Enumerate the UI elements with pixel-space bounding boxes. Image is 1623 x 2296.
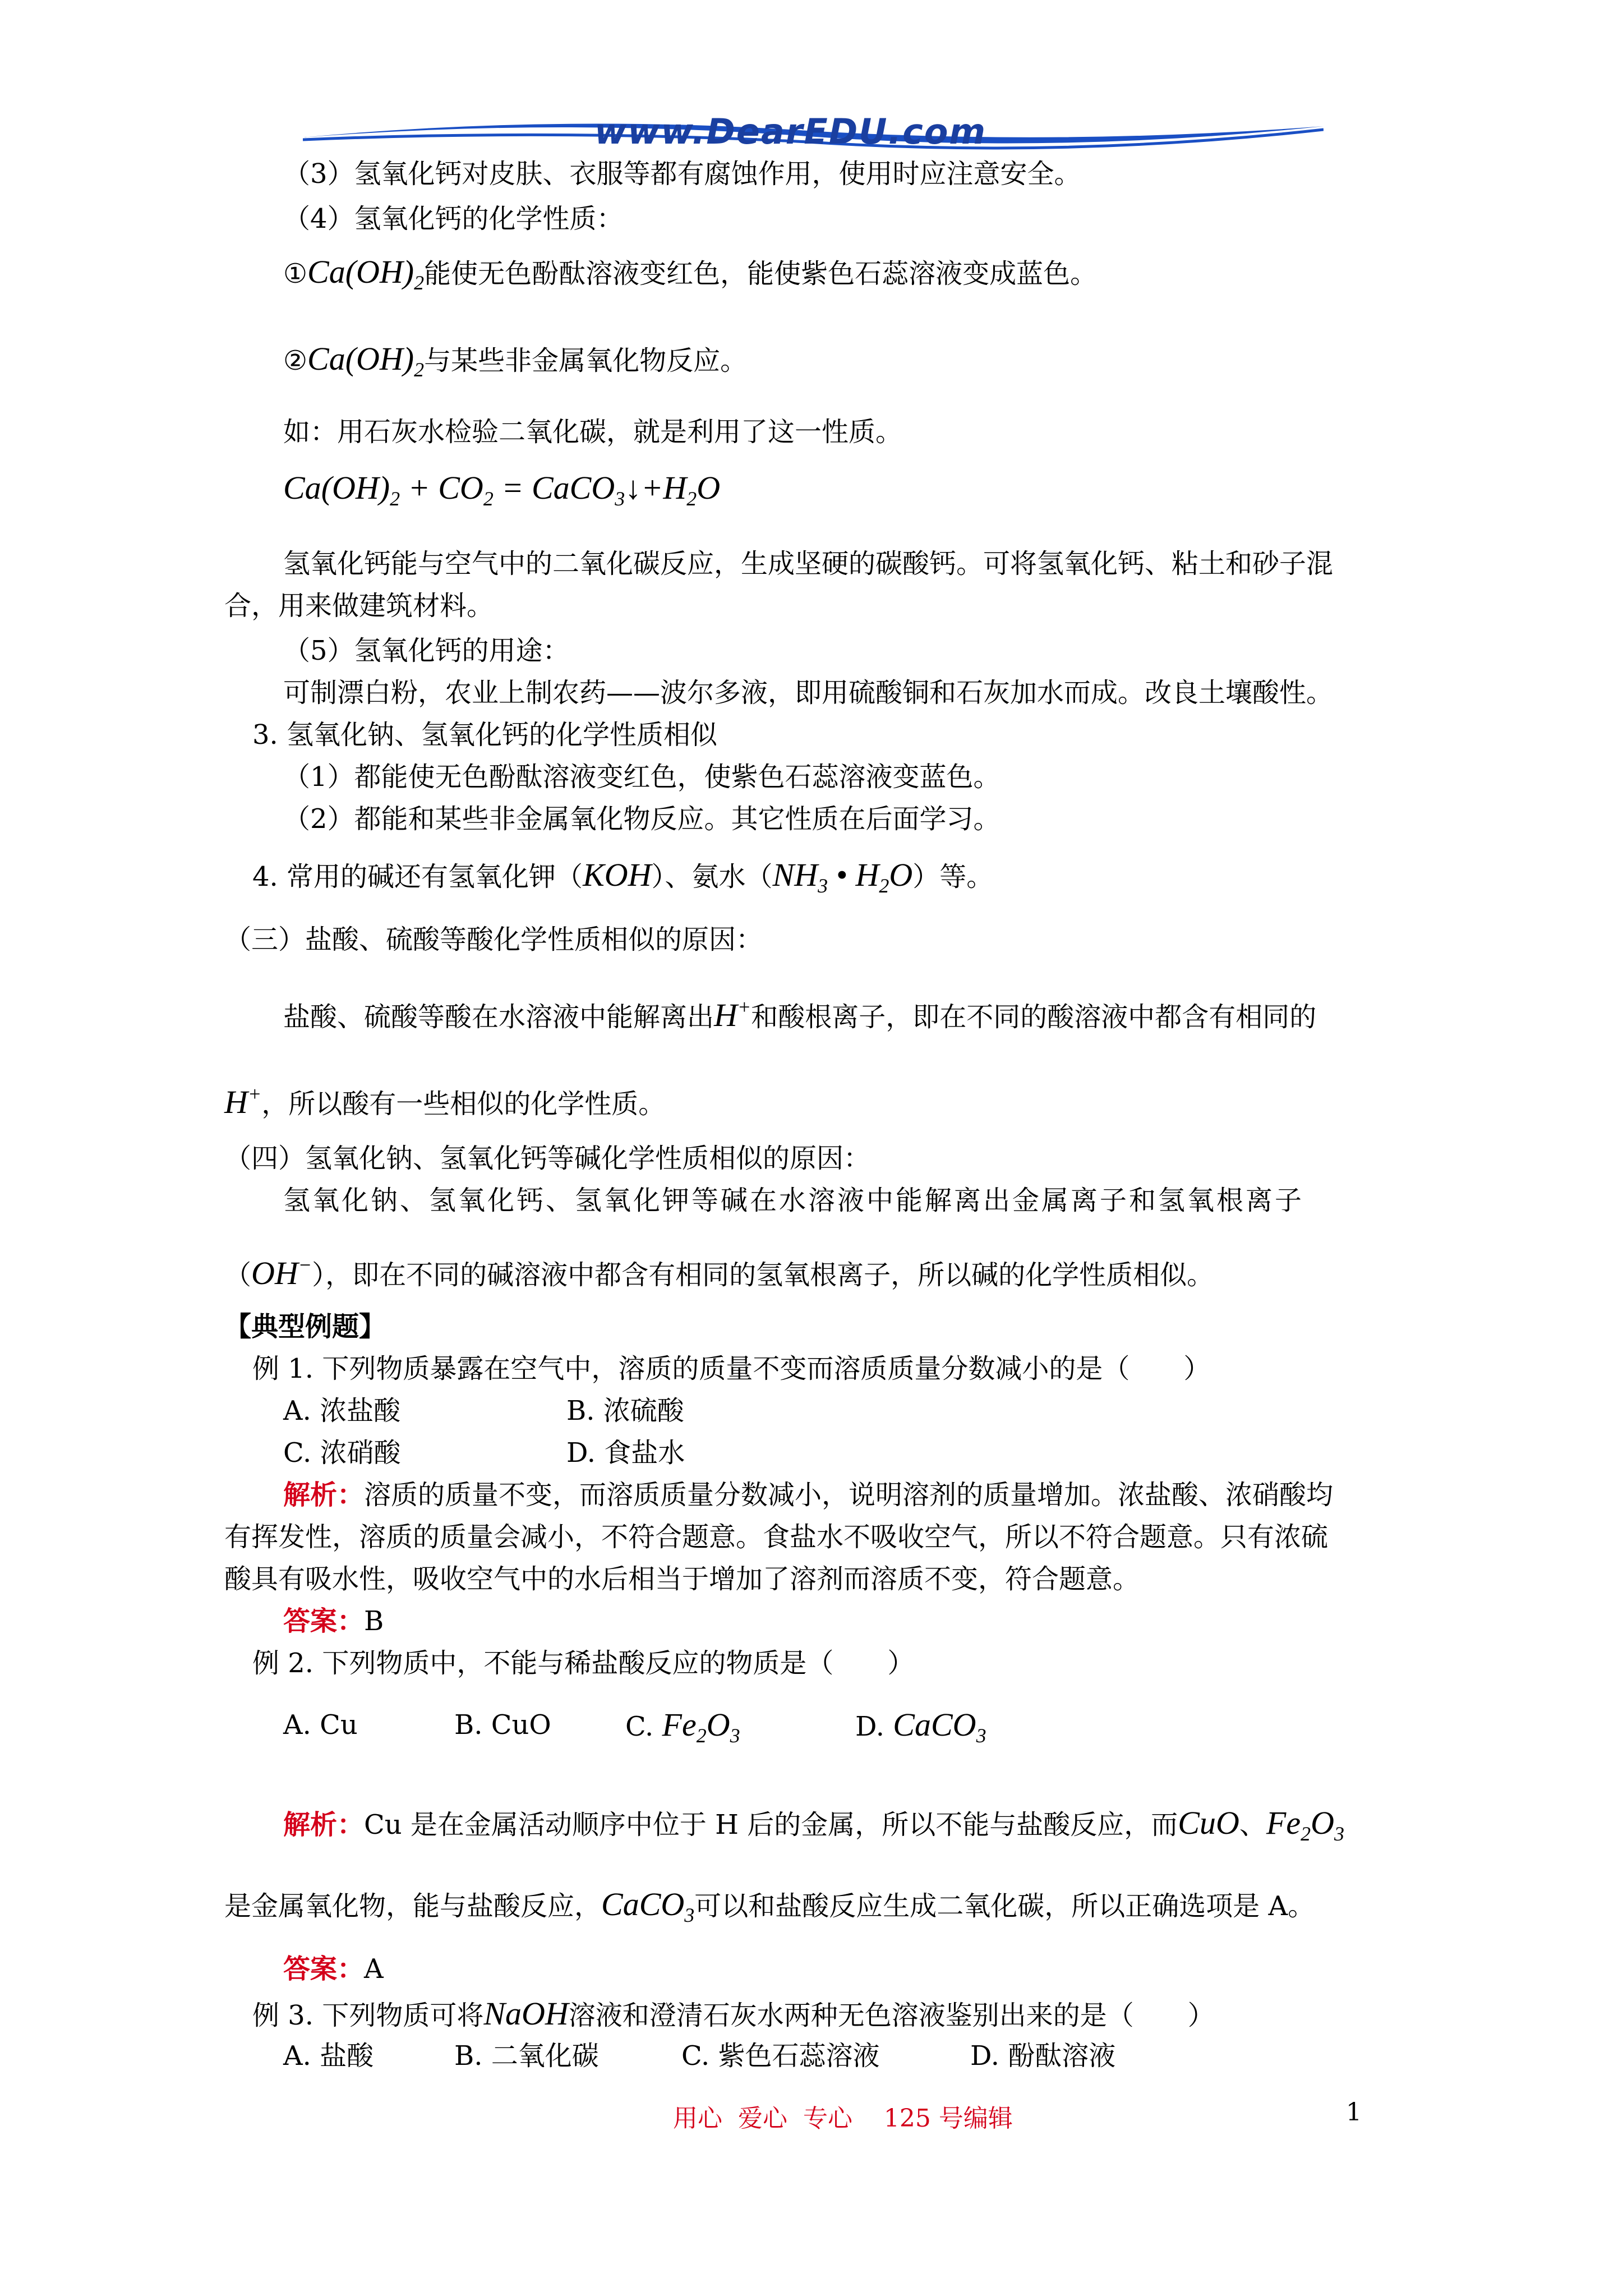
footer-text: 用心 爱心 专心 125 号编辑 [673,2104,1013,2133]
analysis-line: 解析：溶质的质量不变，而溶质质量分数减小，说明溶剂的质量增加。浓盐酸、浓硝酸均 [283,1479,1334,1511]
answer-line: 答案：B [283,1605,384,1637]
analysis-line: 解析：Cu 是在金属活动顺序中位于 H 后的金属，所以不能与盐酸反应，而CuO、$Fe_2O_3$ [283,1805,1344,1845]
example-question: 例 1. 下列物质暴露在空气中，溶质的质量不变而溶质质量分数减小的是（ ） [252,1353,1211,1384]
option-c: C. $Fe_2O_3$ [625,1706,740,1747]
formula-line: 盐酸、硫酸等酸在水溶液中能解离出H+和酸根离子，即在不同的酸溶液中都含有相同的 [283,996,1317,1033]
text-line: 氢氧化钠、氢氧化钙、氢氧化钾等碱在水溶液中能解离出金属离子和氢氧根离子 [283,1185,1304,1216]
chemical-equation: $Ca(OH)_2 + CO_2$ = $CaCO_3↓+H_2O$ [283,470,721,510]
text-line: （4）氢氧化钙的化学性质： [283,203,624,234]
option-b: B. CuO [454,1709,551,1741]
text-line: 氢氧化钙能与空气中的二氧化碳反应，生成坚硬的碳酸钙。可将氢氧化钙、粘土和砂子混 [283,548,1334,579]
formula-line [283,255,1097,300]
formula-subscript: 2 [414,358,425,381]
text-line: 是金属氧化物，能与盐酸反应，CaCO$_3$可以和盐酸反应生成二氧化碳，所以正确选项是 A。 [224,1886,1315,1926]
option-c: C. 紫色石蕊溶液 [681,2040,880,2072]
example-question: 例 3. 下列物质可将NaOH溶液和澄清石灰水两种无色溶液鉴别出来的是（ ） [252,1995,1215,2032]
formula-line: （OH−），即在不同的碱溶液中都含有相同的氢氧根离子，所以碱的化学性质相似。 [224,1254,1214,1291]
option-a: A. 浓盐酸 [283,1395,401,1427]
option-a: A. 盐酸 [283,2040,374,2072]
answer-label: 答案： [283,1605,365,1637]
analysis-label: 解析： [283,1809,365,1841]
option-b: B. 浓硫酸 [566,1395,684,1427]
section-heading: 【典型例题】 [224,1311,386,1342]
answer-label: 答案： [283,1953,365,1985]
formula-ca: Ca [307,254,345,290]
section-heading: （四）氢氧化钠、氢氧化钙等碱化学性质相似的原因： [224,1143,871,1174]
section-heading: （三）盐酸、硫酸等酸化学性质相似的原因： [224,924,763,955]
option-a: A. Cu [283,1709,358,1741]
text-line: 合，用来做建筑材料。 [224,590,494,622]
formula-oh: (OH) [345,341,414,377]
answer-line: 答案：A [283,1953,384,1985]
page-number: 1 [1346,2098,1362,2127]
formula-line [283,342,747,386]
text-line: （1）都能使无色酚酞溶液变红色，使紫色石蕊溶液变蓝色。 [283,761,1000,793]
option-d: D. 酚酞溶液 [970,2040,1116,2072]
formula-ca: Ca [307,341,345,377]
text-line: 有挥发性，溶质的质量会减小，不符合题意。食盐水不吸收空气，所以不符合题意。只有浓硫 [224,1521,1329,1553]
text-line: （5）氢氧化钙的用途： [283,635,570,666]
text-segment: 与某些非金属氧化物反应。 [424,345,748,376]
text-segment: 能使无色酚酞溶液变红色，能使紫色石蕊溶液变成蓝色。 [424,258,1098,289]
option-d: D. CaCO$_3$ [855,1706,986,1747]
option-b: B. 二氧化碳 [454,2040,599,2072]
option-c: C. 浓硝酸 [283,1437,401,1469]
text-line: （2）都能和某些非金属氧化物反应。其它性质在后面学习。 [283,803,1000,835]
formula-line: 4. 常用的碱还有氢氧化钾（KOH）、氨水（$NH_3$ • $H_2O$）等。 [252,857,994,897]
formula-oh: (OH) [345,254,414,290]
text-line: 3. 氢氧化钠、氢氧化钙的化学性质相似 [252,719,718,751]
option-d: D. 食盐水 [566,1437,685,1469]
text-line: 如：用石灰水检验二氧化碳，就是利用了这一性质。 [283,416,903,448]
text-line: 酸具有吸水性，吸收空气中的水后相当于增加了溶剂而溶质不变，符合题意。 [224,1563,1140,1595]
header-logo-text: www.DearEDU.com [594,111,987,152]
circled-number: ① [283,258,308,289]
formula-subscript: 2 [414,272,425,294]
analysis-label: 解析： [283,1479,365,1511]
example-question: 例 2. 下列物质中，不能与稀盐酸反应的物质是（ ） [252,1648,915,1679]
text-line: 可制漂白粉，农业上制农药——波尔多液，即用硫酸铜和石灰加水而成。改良土壤酸性。 [283,677,1334,708]
circled-number: ② [283,345,308,376]
text-line: （3）氢氧化钙对皮肤、衣服等都有腐蚀作用，使用时应注意安全。 [283,158,1081,190]
formula-line: H+，所以酸有一些相似的化学性质。 [224,1083,666,1120]
